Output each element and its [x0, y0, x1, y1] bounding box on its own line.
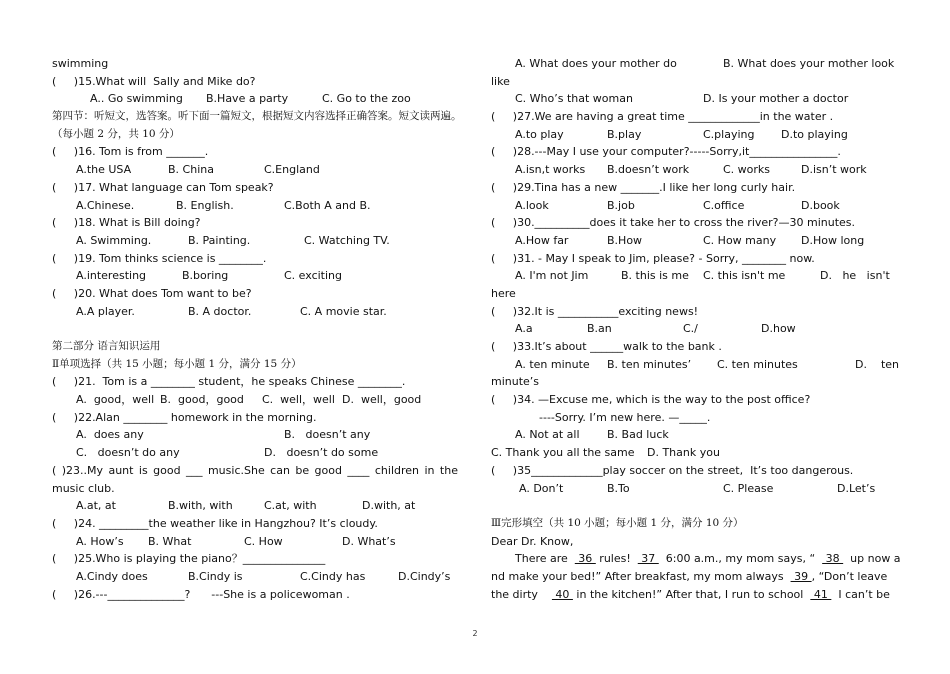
- options-19: [52, 267, 458, 285]
- option-a: A.A player.: [76, 304, 135, 318]
- option-c: C. Please: [723, 481, 774, 495]
- question-28: ( )28.---May I use your computer?-----Sorry,it________________.: [491, 145, 841, 159]
- blank-41: 41: [810, 587, 832, 601]
- option-b-cont: like: [491, 74, 510, 88]
- option-a: A.to play: [515, 127, 564, 141]
- question-32: ( )32.It is ___________exciting news!: [491, 304, 699, 318]
- option-a: A. I'm not Jim: [515, 269, 589, 283]
- options-29: [491, 197, 899, 215]
- option-b: B.an: [587, 322, 612, 336]
- options-28: [491, 161, 899, 179]
- options-22b: [52, 444, 458, 462]
- option-a: A. good，well: [76, 393, 155, 407]
- option-a: A. How’s: [76, 534, 124, 548]
- option-a: A.interesting: [76, 269, 147, 283]
- section-heading: Ⅱ单项选择（共 15 小题；每小题 1 分，满分 15 分）: [52, 357, 302, 370]
- options-26b: [491, 90, 899, 108]
- question-33: ( )33.It’s about ______walk to the bank .: [491, 340, 722, 353]
- option-d: D. ten: [855, 357, 900, 371]
- question-17: ( )17. What language can Tom speak?: [52, 180, 274, 194]
- letter-salutation: Dear Dr. Know,: [491, 534, 574, 548]
- option-a: A.look: [515, 198, 549, 212]
- option-b: B. Painting.: [188, 233, 251, 247]
- options-35: [491, 480, 899, 498]
- option-b: B.To: [607, 481, 630, 495]
- question-35: ( )35_____________play soccer on the street, It’s too dangerous.: [491, 463, 854, 477]
- option-b: B.play: [607, 127, 642, 141]
- option-b: B.doesn’t work: [607, 163, 690, 177]
- option-b: B. English.: [176, 198, 234, 212]
- options-34b: [491, 444, 899, 462]
- option-d: D.Let’s: [837, 481, 876, 495]
- cloze-text: nd make your bed!” After breakfast, my mom always: [491, 569, 791, 583]
- options-30: [491, 232, 899, 250]
- option-d: D. he isn't: [820, 269, 890, 283]
- options-16: [52, 161, 458, 179]
- options-15: [52, 90, 458, 108]
- cloze-text: , “Don’t leave: [811, 569, 888, 583]
- option-c: C. Watching TV.: [304, 233, 390, 247]
- section-heading: 第四节：听短文，选答案。听下面一篇短文，根据短文内容选择正确答案。短文读两遍。: [52, 110, 462, 123]
- option-c: C. doesn’t do any: [76, 446, 180, 460]
- options-17: [52, 197, 458, 215]
- option-b: B. good，good: [160, 393, 244, 407]
- section-score: （每小题 2 分，共 10 分）: [52, 127, 180, 140]
- option-d: D.to playing: [781, 127, 848, 141]
- option-a: A.the USA: [76, 163, 132, 177]
- option-d: D. well，good: [342, 393, 422, 407]
- option-a: A.. Go swimming: [90, 92, 183, 106]
- options-26a: [491, 55, 899, 73]
- option-d: D.with, at: [362, 499, 416, 513]
- options-22a: [52, 426, 458, 444]
- option-b: B. What: [148, 534, 192, 548]
- option-c: C.Both A and B.: [284, 198, 371, 212]
- option-b: B.Cindy is: [188, 569, 243, 583]
- options-18: [52, 232, 458, 250]
- question-30: ( )30.__________does it take her to cross the river?—30 minutes.: [491, 216, 856, 230]
- options-23: [52, 497, 458, 515]
- question-16: ( )16. Tom is from _______.: [52, 145, 209, 159]
- right-column: [491, 55, 899, 603]
- option-b: B.job: [607, 198, 635, 212]
- options-31: [491, 267, 899, 285]
- options-21: [52, 391, 458, 409]
- option-b: B. China: [168, 163, 214, 177]
- question-24: ( )24. _________the weather like in Hangzhou? It’s cloudy.: [52, 516, 378, 530]
- cloze-text: 6:00 a.m., my mom says, “: [658, 552, 823, 566]
- options-25: [52, 568, 458, 586]
- cloze-line: [491, 550, 899, 568]
- option-a: A. Swimming.: [76, 233, 152, 247]
- option-d: D.book: [801, 198, 840, 212]
- option-c: C./: [683, 322, 698, 336]
- option-c: C.playing: [703, 127, 755, 141]
- option-c: C. this isn't me: [703, 269, 786, 283]
- option-c: C.office: [703, 198, 745, 212]
- cloze-text: There are: [515, 552, 575, 566]
- blank-39: 39: [790, 569, 812, 583]
- option-b: B. What does your mother look: [723, 57, 895, 70]
- question-31: ( )31. - May I speak to Jim, please? - Sorry, ________ now.: [491, 251, 815, 265]
- option-a: A.isn,t works: [515, 163, 586, 177]
- option-b: B. ten minutes’: [607, 357, 692, 371]
- question-29: ( )29.Tina has a new _______.I like her long curly hair.: [491, 180, 796, 194]
- option-b: B.Have a party: [206, 92, 289, 106]
- blank-36: 36: [574, 552, 596, 566]
- option-d: D.how: [761, 322, 796, 336]
- blank-37: 37: [637, 552, 659, 566]
- question-19: ( )19. Tom thinks science is ________.: [52, 251, 267, 265]
- question-27: ( )27.We are having a great time _____________in the water .: [491, 110, 834, 124]
- options-20: [52, 303, 458, 321]
- cloze-line: [491, 586, 899, 604]
- question-21: ( )21. Tom is a ________ student，he speaks Chinese ________.: [52, 375, 406, 389]
- option-c: C. works: [723, 163, 771, 177]
- cloze-text: up now a: [843, 552, 901, 566]
- part-heading: 第二部分 语言知识运用: [52, 340, 161, 352]
- question-34: ( )34. —Excuse me, which is the way to the post office?: [491, 393, 811, 407]
- options-24: [52, 533, 458, 551]
- option-d: D.isn’t work: [801, 163, 867, 177]
- options-32: [491, 320, 899, 338]
- options-27: [491, 126, 899, 144]
- option-d: D.Cindy’s: [398, 569, 451, 583]
- option-c: C. exciting: [284, 269, 342, 283]
- question-20: ( )20. What does Tom want to be?: [52, 286, 252, 300]
- blank-40: 40: [551, 587, 573, 601]
- option-d: D. doesn’t do some: [264, 446, 379, 460]
- option-a: A. Don’t: [519, 481, 564, 495]
- option-d: D. What’s: [342, 534, 396, 548]
- option-c: C. Thank you all the same: [491, 446, 635, 460]
- cloze-text: rules!: [595, 552, 638, 566]
- cloze-line: [491, 568, 899, 586]
- option-b: B.How: [607, 233, 643, 247]
- option-a: A. What does your mother do: [515, 57, 677, 70]
- option-c: C.England: [264, 163, 320, 177]
- section-heading: Ⅲ完形填空（共 10 小题；每小题 1 分，满分 10 分）: [491, 516, 744, 529]
- dialogue-line: ----Sorry. I’m new here. —_____.: [539, 410, 711, 424]
- options-33: [491, 356, 899, 374]
- option-c: C.Cindy has: [300, 569, 366, 583]
- option-b: B. Bad luck: [607, 428, 669, 442]
- blank-38: 38: [822, 552, 844, 566]
- option-d: D. Is your mother a doctor: [703, 92, 849, 106]
- option-a: A.Chinese.: [76, 198, 135, 212]
- option-c: C. Who’s that woman: [515, 92, 633, 106]
- option-c: C. How many: [703, 233, 777, 247]
- question-26: ( )26.---______________? ---She is a policewoman .: [52, 587, 350, 601]
- option-b: B. A doctor.: [188, 304, 252, 318]
- question-23: ( )23..My aunt is good ___ music.She can be good ____ children in the: [52, 463, 458, 477]
- option-b: B. this is me: [621, 269, 689, 283]
- option-c: C. ten minutes: [717, 357, 798, 371]
- question-22: ( )22.Alan ________ homework in the morning.: [52, 410, 317, 424]
- text-line: swimming: [52, 57, 109, 70]
- option-a: A.How far: [515, 233, 569, 247]
- option-a: A. ten minute: [515, 357, 590, 371]
- option-c: C. A movie star.: [300, 304, 387, 318]
- options-34a: [491, 426, 899, 444]
- option-d: D. Thank you: [647, 446, 720, 460]
- cloze-text: I can’t be: [831, 587, 890, 601]
- option-a: A.a: [515, 322, 533, 336]
- question-23-cont: music club.: [52, 481, 115, 495]
- question-34-cont: [491, 409, 899, 427]
- left-column: [52, 55, 462, 603]
- option-b: B. doesn’t any: [284, 428, 371, 442]
- option-a: A. Not at all: [515, 428, 580, 442]
- cloze-text: the dirty: [491, 587, 552, 601]
- cloze-text: in the kitchen!” After that, I run to school: [572, 587, 811, 601]
- option-c: C.at, with: [264, 499, 317, 513]
- option-d-cont: here: [491, 286, 516, 300]
- option-b: B.boring: [182, 269, 229, 283]
- page-number: 2: [472, 629, 478, 638]
- option-c: C. Go to the zoo: [322, 92, 411, 106]
- option-a: A. does any: [76, 428, 144, 442]
- option-a: A.at, at: [76, 499, 116, 513]
- question-25: ( )25.Who is playing the piano？_______________: [52, 552, 326, 566]
- question-15: ( )15.What will Sally and Mike do?: [52, 74, 256, 88]
- option-d: D.How long: [801, 233, 865, 247]
- option-d-cont: minute’s: [491, 375, 540, 389]
- option-b: B.with, with: [168, 499, 233, 513]
- option-c: C. How: [244, 534, 283, 548]
- question-18: ( )18. What is Bill doing?: [52, 216, 201, 230]
- option-a: A.Cindy does: [76, 569, 148, 583]
- option-c: C. well，well: [262, 393, 335, 407]
